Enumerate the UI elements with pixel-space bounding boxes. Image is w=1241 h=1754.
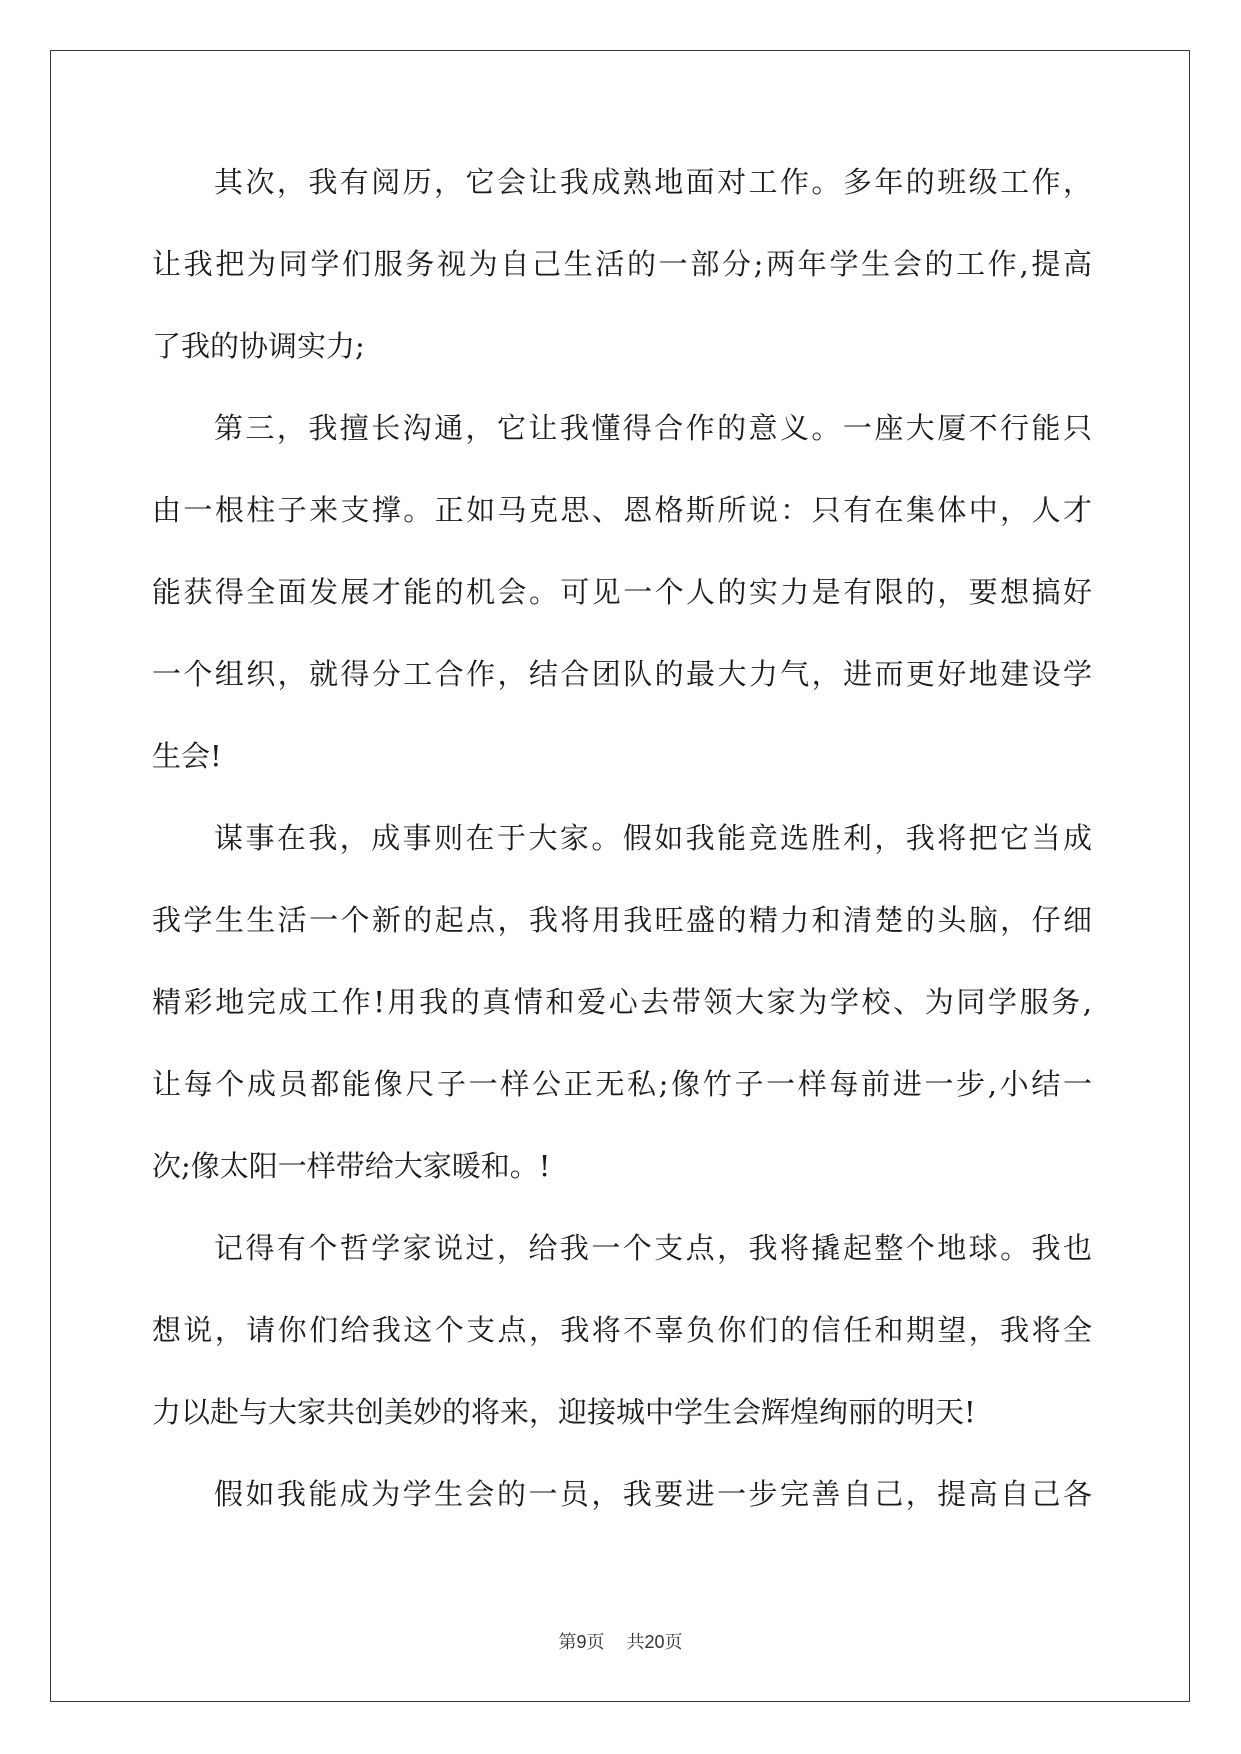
text-line: 力以赴与大家共创美妙的将来，迎接城中学生会辉煌绚丽的明天! (152, 1395, 976, 1429)
text-line: 假如我能成为学生会的一员，我要进一步完善自己，提高自己各 (214, 1477, 1092, 1511)
document-body (152, 162, 1092, 1556)
text-line: 谋事在我，成事则在于大家。假如我能竞选胜利，我将把它当成 (214, 821, 1092, 855)
text-line: 我学生生活一个新的起点，我将用我旺盛的精力和清楚的头脑，仔细 (152, 903, 1092, 937)
text-line: 生会! (152, 739, 222, 773)
text-line: 让我把为同学们服务视为自己生活的一部分;两年学生会的工作,提高 (152, 247, 1092, 281)
page-prefix: 第 (558, 1632, 577, 1653)
text-line: 一个组织，就得分工合作，结合团队的最大力气，进而更好地建设学 (152, 657, 1092, 691)
text-line: 想说，请你们给我这个支点，我将不辜负你们的信任和期望，我将全 (152, 1313, 1092, 1347)
page-number: 9 (576, 1632, 587, 1652)
text-line: 了我的协调实力; (152, 329, 365, 363)
text-line: 次;像太阳一样带给大家暖和。! (152, 1149, 551, 1183)
page-footer (0, 1628, 1241, 1654)
text-line: 其次，我有阅历，它会让我成熟地面对工作。多年的班级工作， (214, 165, 1092, 199)
text-line: 第三，我擅长沟通，它让我懂得合作的意义。一座大厦不行能只 (214, 411, 1092, 445)
text-line: 精彩地完成工作!用我的真情和爱心去带领大家为学校、为同学服务, (152, 985, 1092, 1019)
text-line: 由一根柱子来支撑。正如马克思、恩格斯所说：只有在集体中，人才 (152, 493, 1092, 527)
text-line: 让每个成员都能像尺子一样公正无私;像竹子一样每前进一步,小结一 (152, 1067, 1092, 1101)
total-suffix: 页 (664, 1632, 683, 1653)
total-pages: 20 (644, 1632, 665, 1652)
total-prefix: 共 (626, 1632, 645, 1653)
text-line: 记得有个哲学家说过，给我一个支点，我将撬起整个地球。我也 (214, 1231, 1092, 1265)
page-suffix: 页 (586, 1632, 605, 1653)
text-line: 能获得全面发展才能的机会。可见一个人的实力是有限的，要想搞好 (152, 575, 1092, 609)
